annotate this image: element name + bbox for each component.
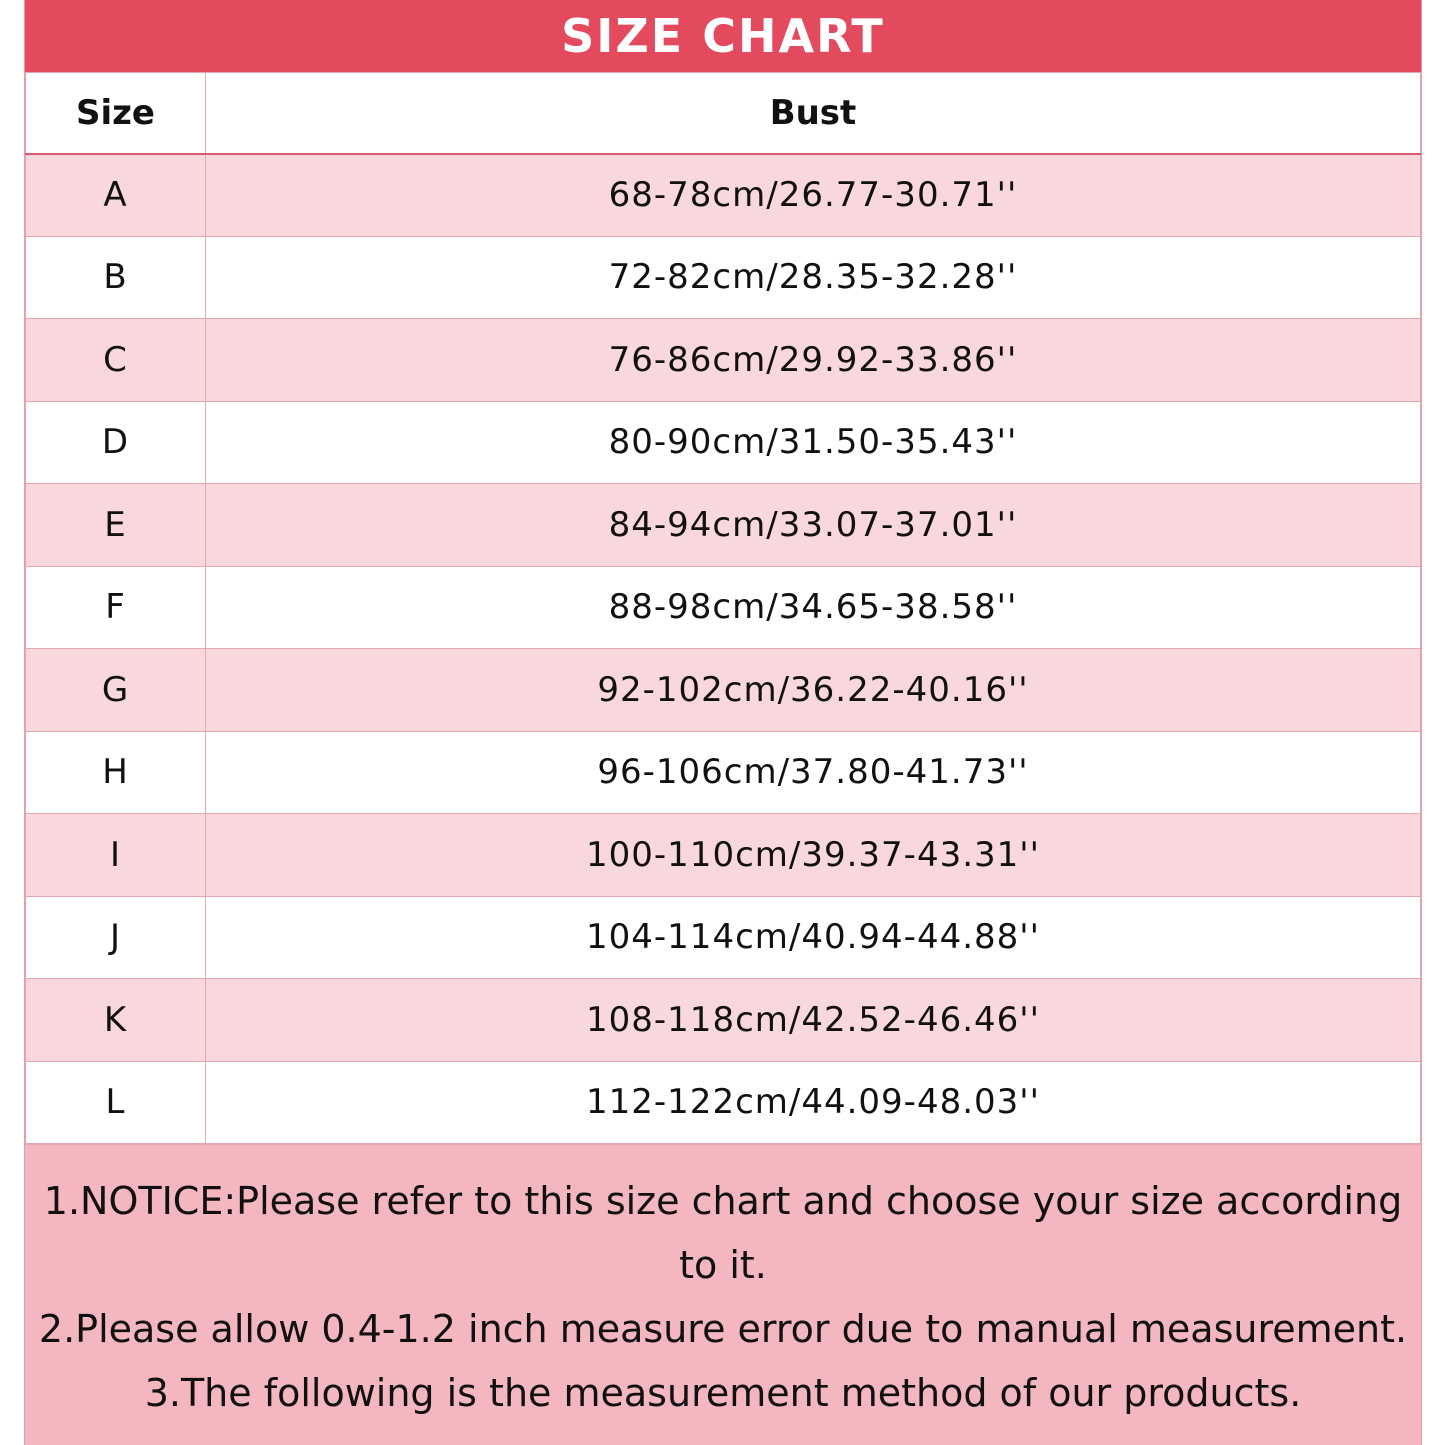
header-bust: Bust bbox=[206, 73, 1421, 154]
bust-cell: 80-90cm/31.50-35.43'' bbox=[206, 401, 1421, 484]
bust-cell: 112-122cm/44.09-48.03'' bbox=[206, 1061, 1421, 1144]
size-cell: G bbox=[26, 649, 206, 732]
bust-cell: 100-110cm/39.37-43.31'' bbox=[206, 814, 1421, 897]
bust-cell: 104-114cm/40.94-44.88'' bbox=[206, 896, 1421, 979]
table-row bbox=[26, 979, 1421, 1062]
size-cell: F bbox=[26, 566, 206, 649]
header-size: Size bbox=[26, 73, 206, 154]
table-row bbox=[26, 484, 1421, 567]
notice-3: 3.The following is the measurement method of our products. bbox=[144, 1371, 1302, 1415]
bust-cell: 96-106cm/37.80-41.73'' bbox=[206, 731, 1421, 814]
bust-cell: 76-86cm/29.92-33.86'' bbox=[206, 319, 1421, 402]
bust-cell: 72-82cm/28.35-32.28'' bbox=[206, 236, 1421, 319]
size-cell: L bbox=[26, 1061, 206, 1144]
header-row bbox=[26, 73, 1421, 154]
notes-panel bbox=[25, 1144, 1421, 1445]
table-row bbox=[26, 1061, 1421, 1144]
table-row bbox=[26, 154, 1421, 237]
table-row bbox=[26, 236, 1421, 319]
notice-1: 1.NOTICE:Please refer to this size chart and choose your size according to it. bbox=[43, 1179, 1403, 1287]
size-cell: J bbox=[26, 896, 206, 979]
size-cell: K bbox=[26, 979, 206, 1062]
bust-cell: 84-94cm/33.07-37.01'' bbox=[206, 484, 1421, 567]
bust-cell: 88-98cm/34.65-38.58'' bbox=[206, 566, 1421, 649]
bust-cell: 92-102cm/36.22-40.16'' bbox=[206, 649, 1421, 732]
bust-cell: 108-118cm/42.52-46.46'' bbox=[206, 979, 1421, 1062]
notice-2: 2.Please allow 0.4-1.2 inch measure error due to manual measurement. bbox=[38, 1307, 1408, 1351]
size-cell: H bbox=[26, 731, 206, 814]
size-cell: I bbox=[26, 814, 206, 897]
size-cell: E bbox=[26, 484, 206, 567]
table-row bbox=[26, 319, 1421, 402]
size-cell: A bbox=[26, 154, 206, 237]
table-row bbox=[26, 566, 1421, 649]
size-cell: B bbox=[26, 236, 206, 319]
table-row bbox=[26, 649, 1421, 732]
size-chart bbox=[24, 0, 1422, 1445]
table-row bbox=[26, 731, 1421, 814]
size-cell: D bbox=[26, 401, 206, 484]
size-cell: C bbox=[26, 319, 206, 402]
size-table bbox=[25, 72, 1421, 1144]
chart-title: SIZE CHART bbox=[25, 0, 1421, 72]
bust-cell: 68-78cm/26.77-30.71'' bbox=[206, 154, 1421, 237]
table-row bbox=[26, 896, 1421, 979]
table-row bbox=[26, 401, 1421, 484]
table-row bbox=[26, 814, 1421, 897]
